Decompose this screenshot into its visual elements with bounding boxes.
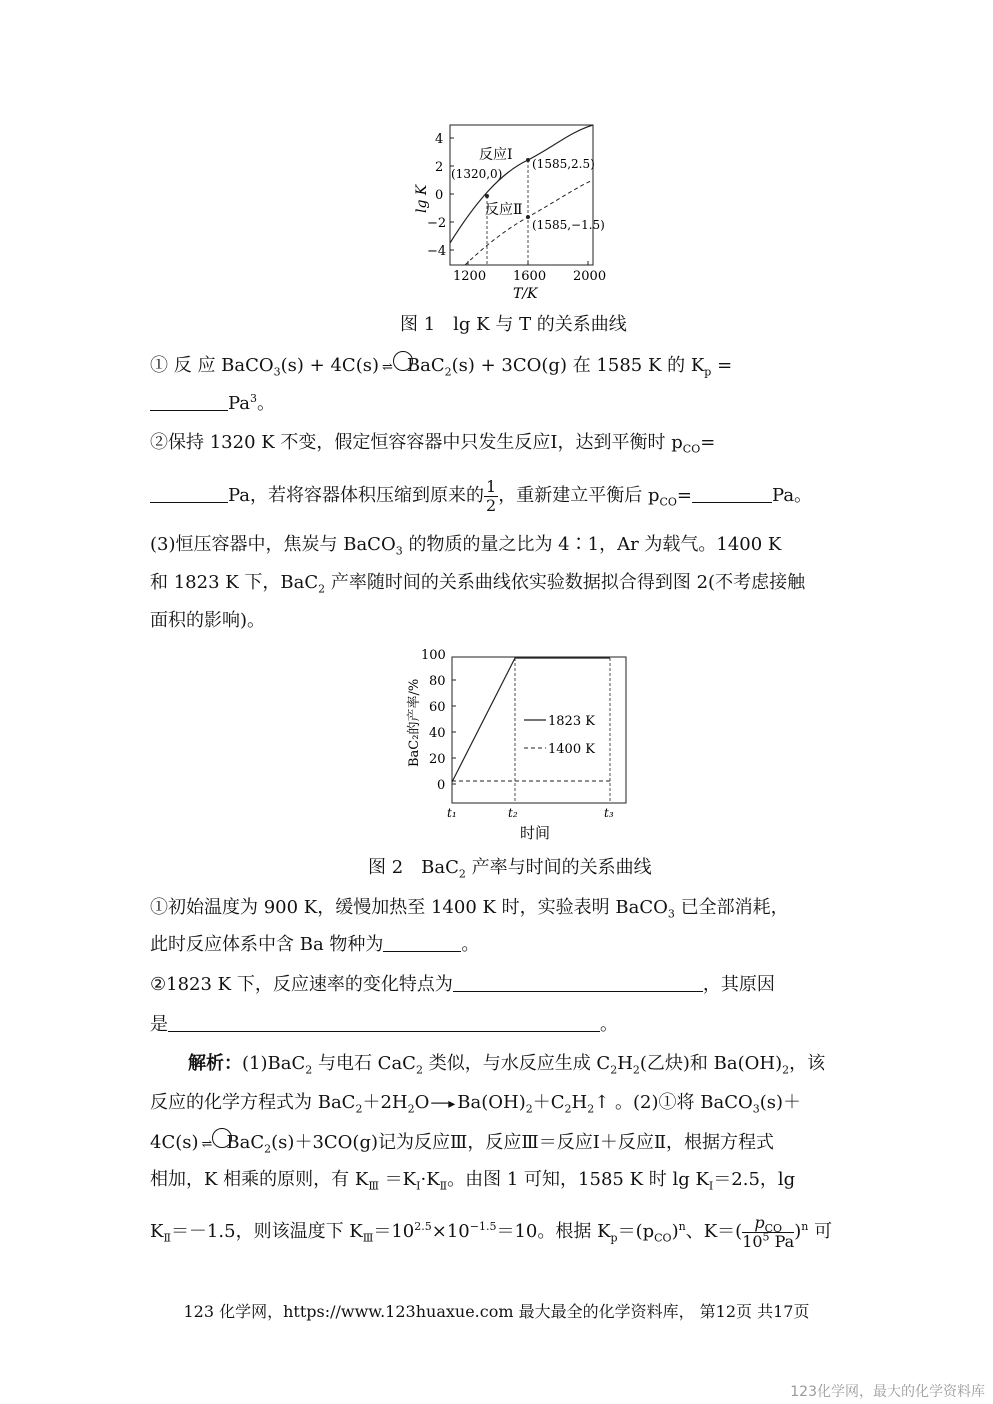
- page-footer: 123 化学网，https://www.123huaxue.com 最大最全的化学资料库， 第12页 共17页: [183, 1302, 810, 1321]
- analysis-line-4: 相加，K 相乘的原则，有 $K_Ⅲ =K_Ⅰ\cdot K_Ⅱ$。由图 1 可知，1585 K 时 $\lg K_Ⅰ=2.5$，lg: [150, 1169, 796, 1193]
- part-3-q1-line-2: 此时反应体系中含 Ba 物种为 。: [150, 934, 480, 955]
- arrow-icon: ──▸: [431, 1096, 456, 1112]
- fig2-ytick-20: 20: [429, 752, 446, 767]
- fig2-xtick-t2: t₂: [508, 806, 518, 820]
- analysis-line-1: 解析：(1)BaC$_2$ 与电石 CaC$_2$ 类似，与水反应生成 $C_2H_2$(乙炔)和 $Ba(OH)_2$，该: [188, 1053, 826, 1077]
- part-3-line-3: 面积的影响)。: [150, 610, 266, 631]
- answer-blank-reason[interactable]: [168, 1013, 600, 1032]
- question-2-line-2: Pa，若将容器体积压缩到原来的 $\frac{1}{2}$ ，重新建立平衡后 $p_{CO}= Pa$。: [150, 474, 842, 518]
- fig2-y-ticks: [452, 680, 456, 784]
- part-3-q2-line-2: 是 。: [150, 1014, 618, 1035]
- fig2-x-axis-label: 时间: [520, 824, 551, 842]
- fig1-xtick-2000: 2000: [573, 269, 607, 284]
- fig1-xtick-1600: 1600: [513, 269, 547, 284]
- fig2-xtick-t1: t₁: [447, 806, 457, 820]
- fraction-one-half: $\frac{1}{2}$: [486, 476, 497, 515]
- answer-blank-kp[interactable]: [150, 392, 228, 411]
- question-1-line-2: Pa$^3$。: [150, 391, 842, 417]
- fraction-pco-over-pressure: $\frac{p_{CO}}{10^5 Pa}$: [742, 1212, 795, 1251]
- analysis-line-2: 反应的化学方程式为 $BaC_2+2H_2O$ ──▸ $Ba(OH)_2+C_2H_2↑$ 。(2)①将 BaCO$_3$(s)＋: [150, 1092, 802, 1116]
- fig1-label-reaction1: 反应Ⅰ: [479, 147, 513, 163]
- fig1-label-point3: (1585,−1.5): [532, 218, 605, 232]
- fig1-ytick-0: 0: [435, 188, 444, 203]
- fig1-ytick-4: 4: [435, 132, 444, 147]
- fig1-ytick-m4: −4: [427, 244, 447, 259]
- question-2-line-1: ②保持 1320 K 不变，假定恒容容器中只发生反应Ⅰ，达到平衡时 $p_{CO}=$: [150, 432, 716, 456]
- fig1-y-axis-label: lg K: [414, 184, 430, 213]
- figure-2-chart: [400, 645, 640, 850]
- reversible-arrow-icon-2: ⇌: [201, 1137, 210, 1152]
- figure-2-caption: 图 2 BaC$_2$ 产率与时间的关系曲线: [368, 857, 652, 881]
- figure-1-chart: [405, 118, 625, 308]
- fig1-label-reaction2: 反应Ⅱ: [485, 202, 523, 218]
- fig1-xtick-1200: 1200: [453, 269, 487, 284]
- fig2-legend-1823k: 1823 K: [548, 714, 595, 729]
- fig2-ytick-40: 40: [429, 726, 446, 741]
- fig1-label-point2: (1585,2.5): [532, 157, 595, 171]
- analysis-label: 解析：: [188, 1053, 242, 1074]
- fig1-label-point1: (1320,0): [451, 167, 503, 181]
- analysis-line-3: 4C(s) ⇌ BaC$_2$(s)＋3CO(g)记为反应Ⅲ，反应Ⅲ＝反应Ⅰ＋反应Ⅱ，根据方程式: [150, 1128, 842, 1158]
- fig2-y-axis-label: BaC₂的产率/%: [407, 678, 422, 767]
- analysis-line-5: $K_Ⅱ=-1.5$，则该温度下 $K_Ⅲ=10^{2.5}\times 10^{-1.5}=10$。根据 $K_p=(p_{CO})^n$、K＝( $\frac{p_{CO}}{10^5 Pa}$ )$^n$ 可: [150, 1212, 833, 1251]
- part-3-q2-line-1: ②1823 K 下，反应速率的变化特点为 ，其原因: [150, 974, 775, 995]
- part-3-line-2: 和 1823 K 下，BaC$_2$ 产率随时间的关系曲线依实验数据拟合得到图 2(不考虑接触: [150, 572, 806, 596]
- fig2-ytick-100: 100: [421, 648, 446, 663]
- fig2-ytick-60: 60: [429, 700, 446, 715]
- answer-blank-pco-2[interactable]: [692, 484, 772, 503]
- fig1-ytick-m2: −2: [427, 216, 447, 231]
- fig2-xtick-t3: t₃: [604, 806, 614, 820]
- answer-blank-rate-feature[interactable]: [453, 973, 703, 992]
- answer-blank-pco-1[interactable]: [150, 484, 228, 503]
- watermark: 123化学网，最大的化学资料库: [790, 1384, 985, 1400]
- fig1-point-1585-lower: [526, 215, 530, 219]
- fig1-x-axis-label: T/K: [513, 286, 538, 302]
- answer-blank-ba-species[interactable]: [383, 933, 461, 952]
- fig2-ytick-80: 80: [429, 674, 446, 689]
- part-3-line-1: (3)恒压容器中，焦炭与 BaCO$_3$ 的物质的量之比为 4∶1，Ar 为载气。1400 K: [150, 534, 782, 558]
- part-3-q1-line-1: ①初始温度为 900 K，缓慢加热至 1400 K 时，实验表明 BaCO$_3$ 已全部消耗，: [150, 897, 789, 921]
- fig1-point-1320: [485, 194, 489, 198]
- question-1-line-1: ① 反 应 BaCO$_3$(s) + 4C(s) ⇌ BaC$_2$(s) + 3CO(g) 在 1585 K 的 $K_p$ =: [150, 351, 842, 381]
- reversible-arrow-icon: ⇌: [381, 360, 390, 375]
- fig2-legend-1400k: 1400 K: [548, 742, 595, 757]
- fig2-ytick-0: 0: [437, 778, 446, 793]
- figure-1-caption: 图 1 lg K 与 T 的关系曲线: [400, 314, 627, 335]
- fig1-plot-frame: [450, 125, 593, 265]
- fig1-ytick-2: 2: [435, 160, 444, 175]
- fig1-point-1585-upper: [526, 158, 530, 162]
